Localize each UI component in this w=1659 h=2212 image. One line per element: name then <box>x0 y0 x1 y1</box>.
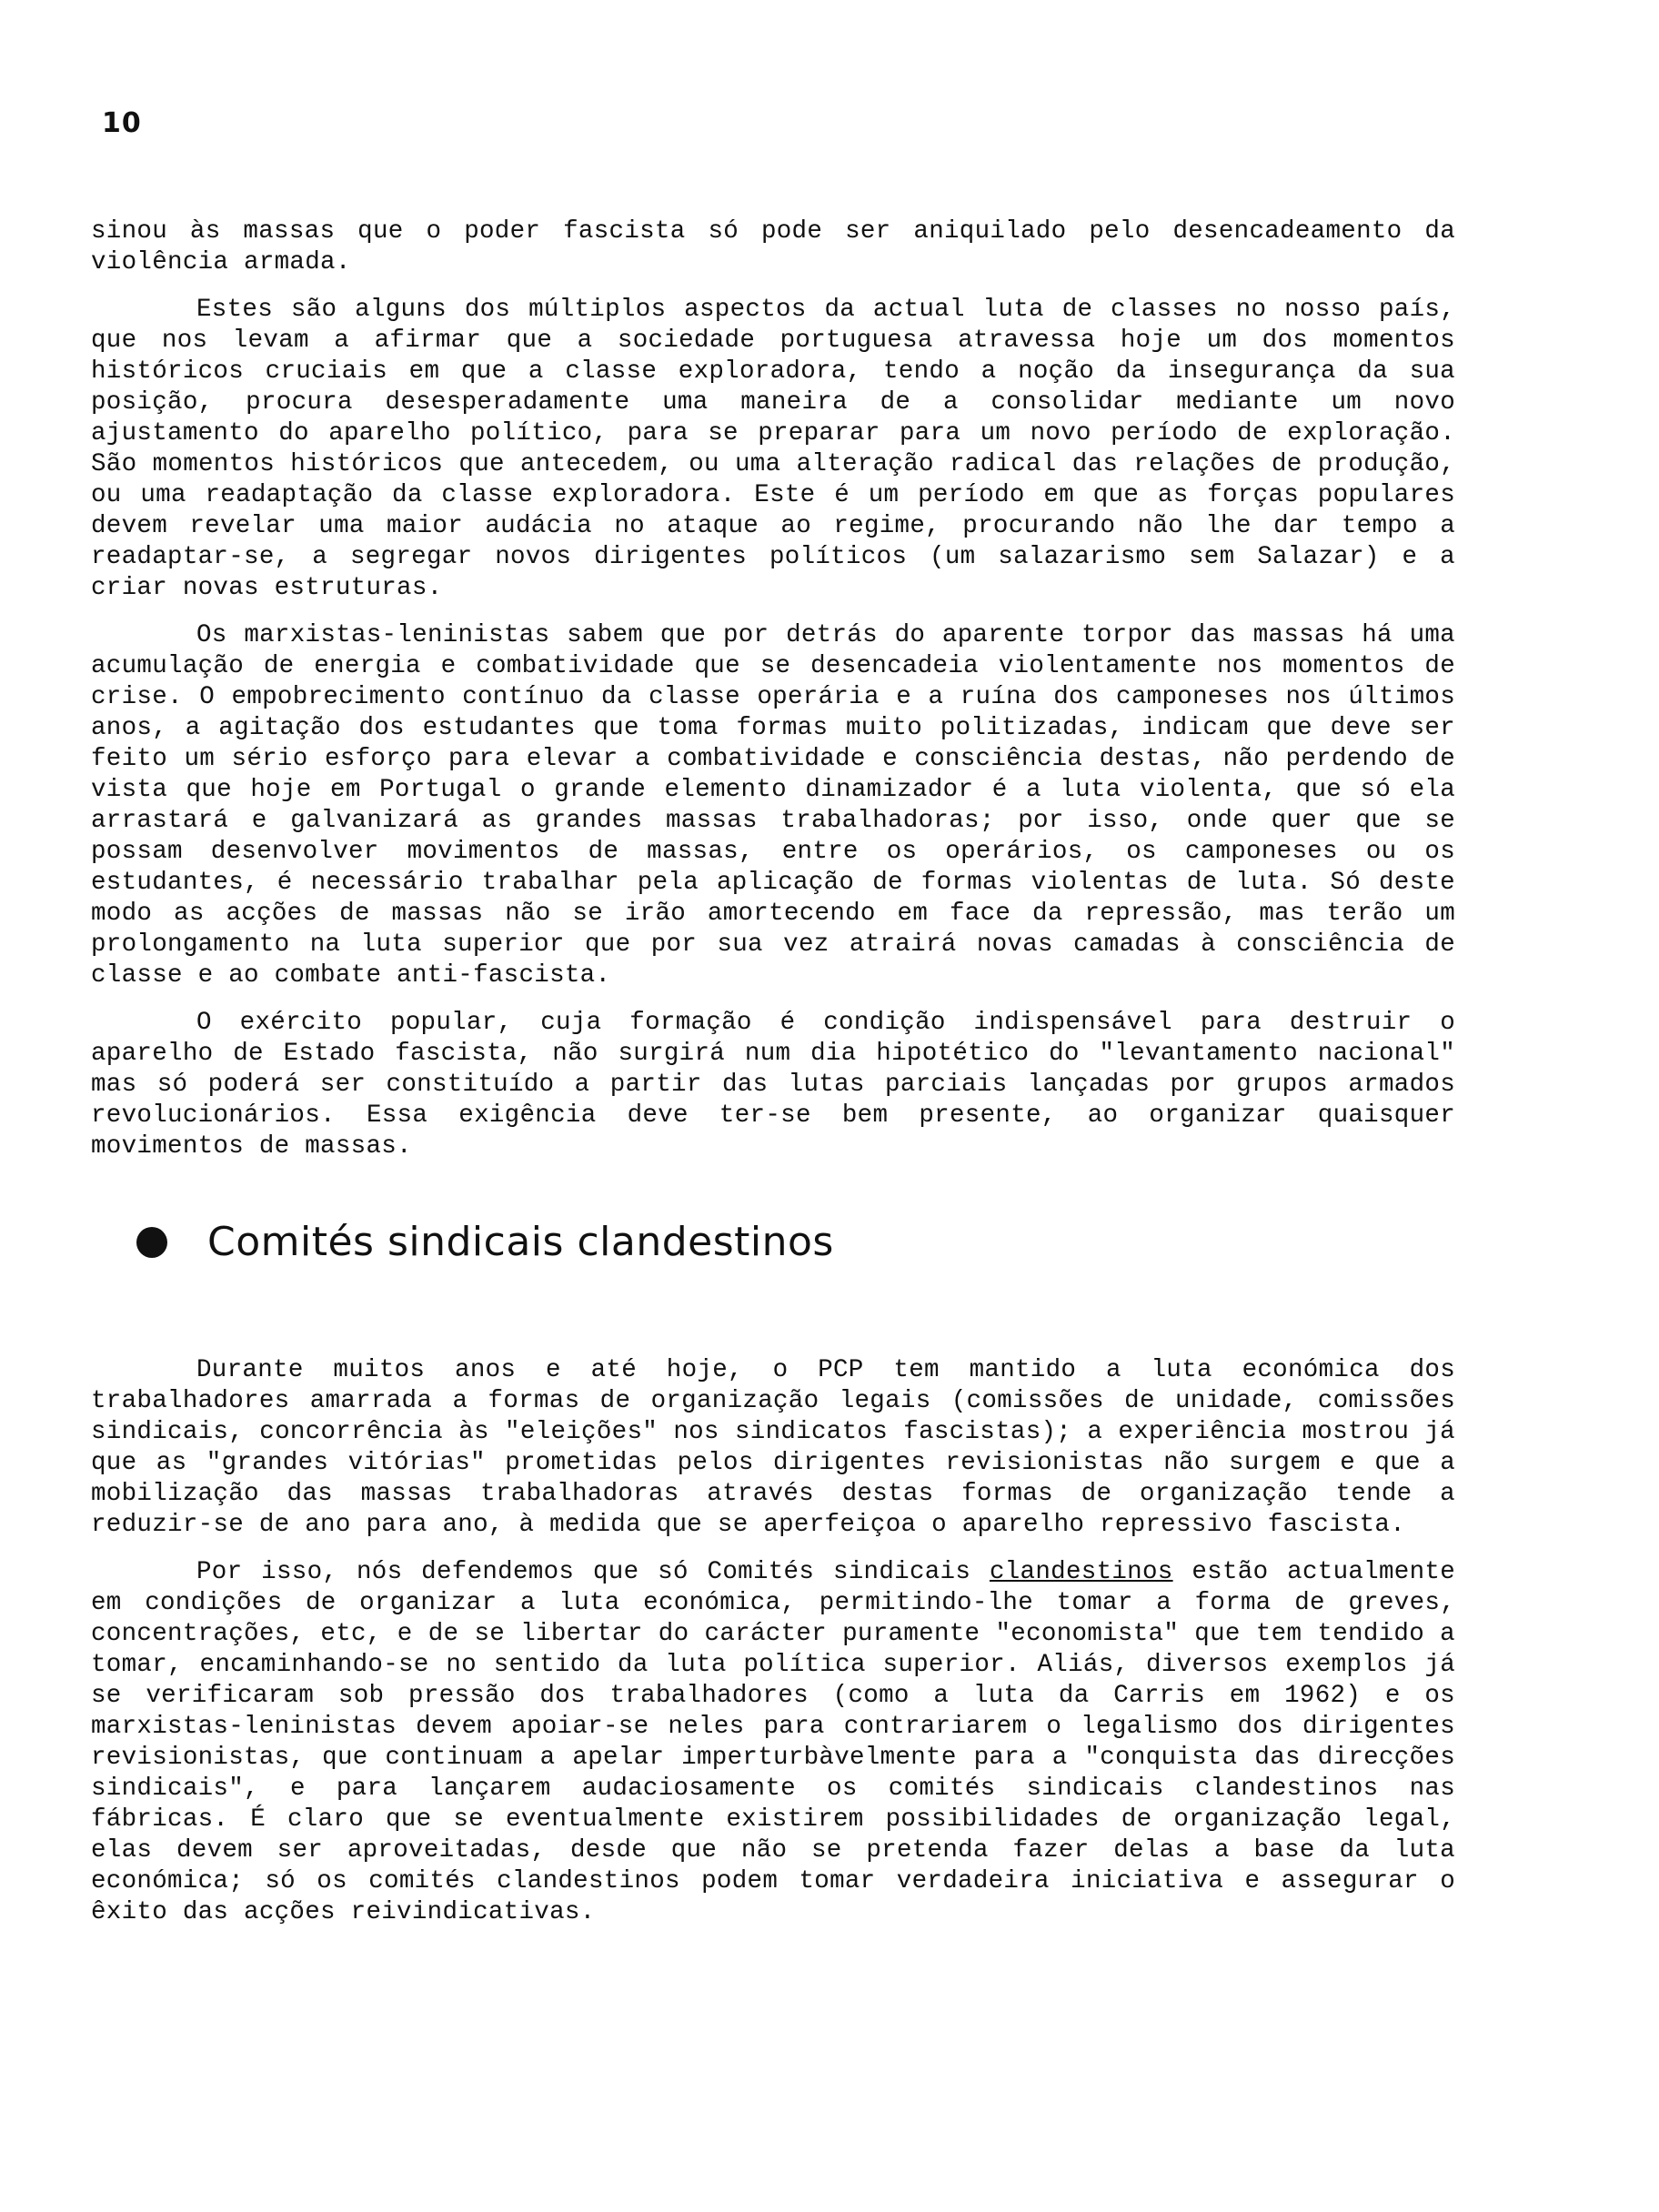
underlined-word: clandestinos <box>989 1558 1173 1586</box>
bullet-icon <box>136 1227 167 1258</box>
paragraph-popular-army: O exército popular, cuja formação é condição indispensável para destruir o aparelho de Estado fascista, não surgirá num dia hipotético do "levantamento nacional" mas só poderá ser constituído a partir das lutas parciais lançadas por grupos armados revolucionários. Essa exigência deve ter-se bem presente, ao organizar quaisquer movimentos de massas. <box>91 1009 1455 1161</box>
page-number: 10 <box>102 107 142 139</box>
body-text-top <box>91 216 1455 1179</box>
paragraph-marxists-leninists: Os marxistas-leninistas sabem que por detrás do aparente torpor das massas há uma acumulação de energia e combatividade que se desencadeia violentamente nos momentos de crise. O empobrecimento contínuo da classe operária e a ruína dos camponeses nos últimos anos, a agitação dos estudantes que toma formas muito politizadas, indicam que deve ser feito um sério esforço para elevar a combatividade e consciência destas, não perdendo de vista que hoje em Portugal o grande elemento dinamizador é a luta violenta, que só ela arrastará e galvanizará as grandes massas trabalhadoras; por isso, onde quer que se possam desenvolver movimentos de massas, entre os operários, os camponeses ou os estudantes, é necessário trabalhar pela aplicação de formas violentas de luta. Só deste modo as acções de massas não se irão amortecendo em face da repressão, mas terão um prolongamento na luta superior que por sua vez atrairá novas camadas à consciência de classe e ao combate anti-fascista. <box>91 621 1455 990</box>
body-text-bottom <box>91 1355 1455 1945</box>
paragraph-pcp-economic-struggle: Durante muitos anos e até hoje, o PCP tem mantido a luta económica dos trabalhadores amarrada a formas de organização legais (comissões de unidade, comissões sindicais, concorrência às "eleições" nos sindicatos fascistas); a experiência mostrou já que as "grandes vitórias" prometidas pelos dirigentes revisionistas não surgem e que a mobilização das massas trabalhadoras através destas formas de organização tende a reduzir-se de ano para ano, à medida que se aperfeiçoa o aparelho repressivo fascista. <box>91 1356 1455 1539</box>
paragraph-continuation: sinou às massas que o poder fascista só pode ser aniquilado pelo desencadeamento da violência armada. <box>91 217 1455 276</box>
paragraph-crucial-moments: Estes são alguns dos múltiplos aspectos da actual luta de classes no nosso país, que nos levam a afirmar que a sociedade portuguesa atravessa hoje um dos momentos históricos cruciais em que a classe exploradora, tendo a noção da insegurança da sua posição, procura desesperadamente uma maneira de a consolidar mediante um novo ajustamento do aparelho político, para se preparar para um novo período de exploração. São momentos históricos que antecedem, ou uma alteração radical das relações de produção, ou uma readaptação da classe exploradora. Este é um período em que as forças populares devem revelar uma maior audácia no ataque ao regime, procurando não lhe dar tempo a readaptar-se, a segregar novos dirigentes políticos (um salazarismo sem Salazar) e a criar novas estruturas. <box>91 296 1455 602</box>
paragraph-text-end: estão actualmente em condições de organizar a luta económica, permitindo-lhe tomar a forma de greves, concentrações, etc, e de se libertar do carácter puramente "economista" que tem tendido a tomar, encaminhando-se no sentido da luta política superior. Aliás, diversos exemplos já se verificaram sob pressão dos trabalhadores (como a luta da Carris em 1962) e os marxistas-leninistas devem apoiar-se neles para contrariarem o legalismo dos dirigentes revisionistas, que continuam a apelar imperturbàvelmente para a "conquista das direcções sindicais", e para lançarem audaciosamente os comités sindicais clandestinos nas fábricas. É claro que se eventualmente existirem possibilidades de organização legal, elas devem ser aproveitadas, desde que não se pretenda fazer delas a base da luta económica; só os comités clandestinos podem tomar verdadeira iniciativa e assegurar o êxito das acções reivindicativas. <box>91 1558 1455 1926</box>
section-heading <box>136 1219 834 1265</box>
section-title: Comités sindicais clandestinos <box>207 1219 834 1265</box>
paragraph-text-start: Por isso, nós defendemos que só Comités sindicais <box>196 1558 990 1586</box>
paragraph-clandestine-committees <box>91 1557 1455 1928</box>
